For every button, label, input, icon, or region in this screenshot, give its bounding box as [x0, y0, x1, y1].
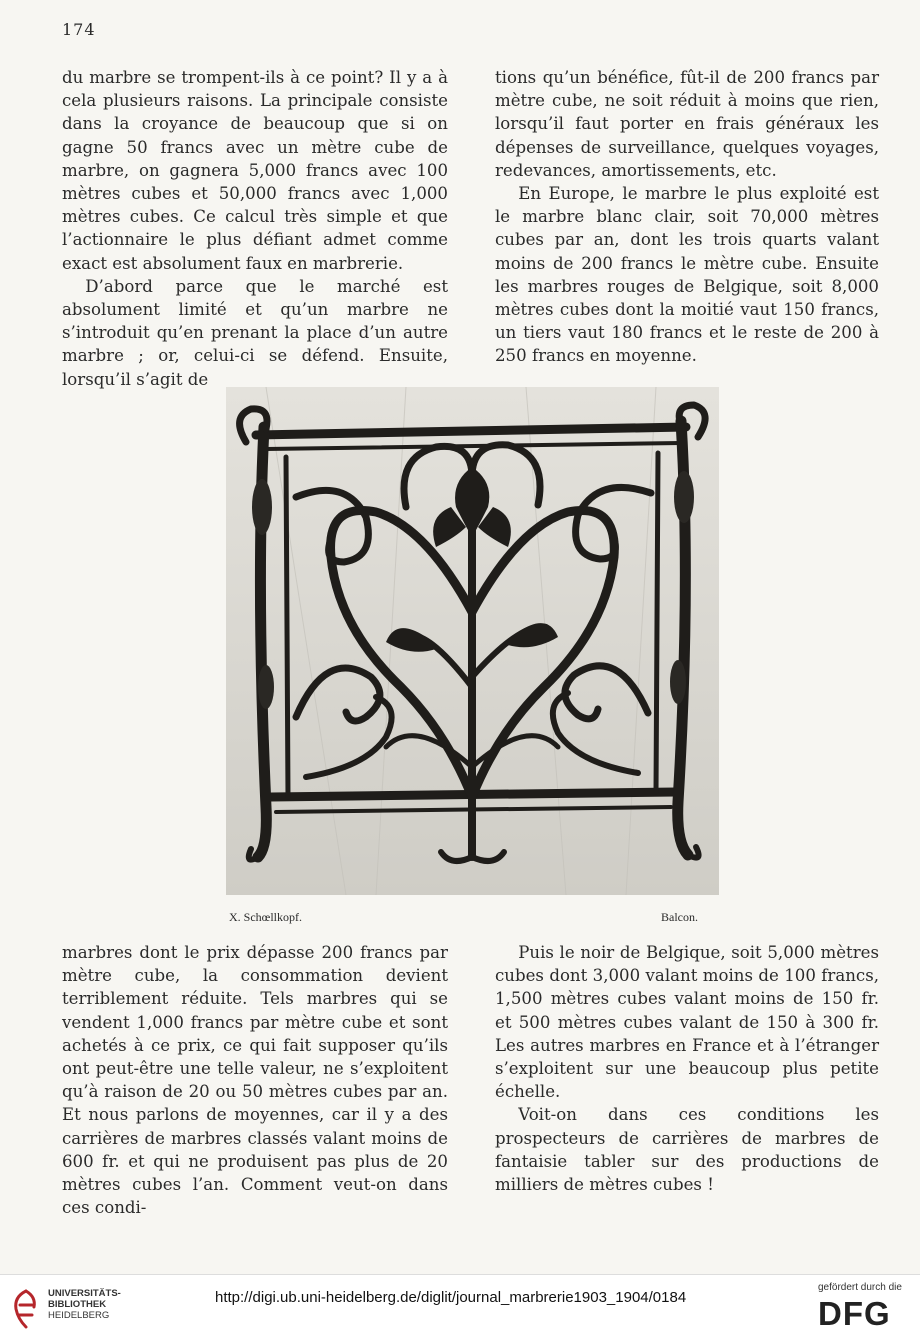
paragraph: Voit-on dans ces conditions les prospecteurs de carrières de marbres de fantaisie tabler sur des productions de milliers de mètres cubes !	[495, 1105, 879, 1195]
paragraph: tions qu’un bénéfice, fût-il de 200 francs par mètre cube, ne soit réduit à moins que rien, lorsqu’il faut porter en frais généraux les dépenses de surveillance, quelques voyages, redevances, amortissements, etc.	[495, 68, 879, 180]
digitization-footer	[0, 1274, 920, 1341]
library-line: BIBLIOTHEK	[48, 1299, 107, 1310]
wrought-iron-balcony-icon	[226, 387, 719, 895]
library-line: UNIVERSITÄTS-	[48, 1288, 121, 1299]
funding-note: gefördert durch die	[818, 1282, 902, 1293]
dfg-logo: DFG	[818, 1295, 891, 1332]
paragraph: Puis le noir de Belgique, soit 5,000 mètres cubes dont 3,000 valant moins de 100 francs, 1,500 mètres cubes valant moins de 150 fr. et 500 mètres cubes valant de 150 à 300 fr. Les autres marbres en France et à l’étranger s’exploitent sur une beaucoup plus petite échelle.	[495, 943, 879, 1102]
paragraph: En Europe, le marbre le plus exploité est le marbre blanc clair, soit 70,000 mètres cubes par an, dont les trois quarts valant moins de 200 francs le mètre cube. Ensuite les marbres rouges de Belgique, soit 8,000 mètres cubes dont la moitié vaut 150 francs, un tiers vaut 180 francs et le reste de 200 à 250 francs en moyenne.	[495, 184, 879, 366]
paragraph: marbres dont le prix dépasse 200 francs par mètre cube, la consommation devient terriblement réduite. Tels marbres qui se vendent 1,000 francs par mètre cube et sont achetés à ce prix, ce qui fait supposer qu’ils ont peut-être une telle valeur, ne s’exploitent qu’à raison de 20 ou 50 mètres cubes par an. Et nous parlons de moyennes, car il y a des carrières de marbres classés valant moins de 600 fr. et qui ne produisent pas plus de 20 mètres cubes l’an. Comment veut-on dans ces condi-	[62, 943, 448, 1218]
page-number: 174	[62, 20, 96, 39]
permalink-url[interactable]: http://digi.ub.uni-heidelberg.de/diglit/journal_marbrerie1903_1904/0184	[215, 1289, 687, 1306]
university-library-logo-icon	[10, 1287, 42, 1335]
balcony-photo	[226, 387, 719, 895]
figure-caption-title: Balcon.	[661, 910, 698, 924]
paragraph: D’abord parce que le marché est absolument limité et qu’un marbre ne s’introduit qu’en prenant la place d’un autre marbre ; or, celui-ci se défend. Ensuite, lorsqu’il s’agit de	[62, 276, 448, 389]
column-bottom-right	[495, 941, 879, 1196]
figure-caption-artist: X. Schœllkopf.	[229, 910, 302, 924]
column-top-left	[62, 66, 448, 391]
column-top-right	[495, 66, 879, 368]
paragraph: du marbre se trompent-ils à ce point? Il y a à cela plusieurs raisons. La principale consiste dans la croyance de beaucoup que si on gagne 50 francs avec un mètre cube de marbre, on gagnera 5,000 francs avec 100 mètres cubes et 50,000 francs avec 1,000 mètres cubes. Ce calcul très simple et que l’actionnaire le plus défiant admet comme exact est absolument faux en marbrerie.	[62, 68, 448, 273]
library-line: HEIDELBERG	[48, 1310, 110, 1321]
library-name	[48, 1288, 121, 1321]
column-bottom-left	[62, 941, 448, 1219]
